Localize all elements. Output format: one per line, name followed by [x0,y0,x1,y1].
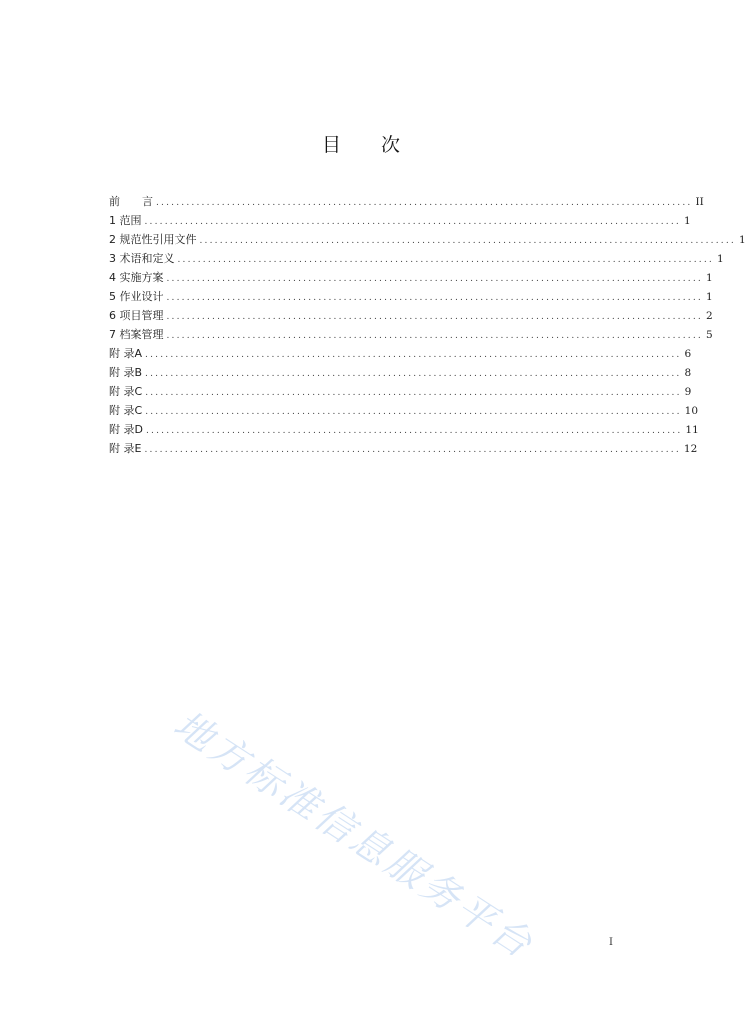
dot-leader: .......................................................................................................... [144,217,681,227]
toc-entry-label: 前 言 [109,195,153,208]
watermark-text: 地方标准信息服务平台 [166,701,543,968]
dot-leader: .......................................................................................................... [166,331,703,341]
toc-entry-page: II [695,196,704,208]
toc-entry-page: 1 [683,215,691,227]
toc-entry-appendix-a[interactable] [109,344,692,363]
dot-leader: .......................................................................................................... [145,407,682,417]
toc-entry-label: 附 录D [109,423,143,436]
toc-entry-label: 5 作业设计 [109,290,164,303]
toc-entry-label: 3 术语和定义 [109,252,175,265]
toc-entry-label: 4 实施方案 [109,271,164,284]
toc-entry-appendix-e[interactable] [109,439,698,458]
dot-leader: .......................................................................................................... [145,350,682,360]
toc-entry-label: 附 录B [109,366,143,379]
toc-entry-archive-management[interactable] [109,325,713,344]
dot-leader: .......................................................................................................... [156,198,693,208]
toc-entry-page: 8 [684,367,692,379]
dot-leader: .......................................................................................................... [166,274,703,284]
toc-entry-page: 12 [683,443,698,455]
toc-entry-page: 9 [684,386,692,398]
toc-entry-page: 1 [716,253,724,265]
toc-entry-page: 6 [684,348,692,360]
page-number: I [609,937,613,948]
title-part-2: 次 [381,134,403,156]
page-title [0,130,724,157]
toc-entry-appendix-c[interactable] [109,382,692,401]
dot-leader: .......................................................................................................... [199,236,736,246]
toc-entry-label: 附 录A [109,347,143,360]
toc-entry-implementation-plan[interactable] [109,268,713,287]
dot-leader: .......................................................................................................... [166,312,703,322]
toc-entry-project-management[interactable] [109,306,713,325]
dot-leader: .......................................................................................................... [166,293,703,303]
toc-entry-preface[interactable] [109,192,704,211]
toc-entry-label: 附 录C [109,385,143,398]
toc-entry-page: 1 [738,234,746,246]
toc-entry-page: 5 [705,329,713,341]
toc-entry-appendix-b[interactable] [109,363,692,382]
toc-entry-page: 2 [705,310,713,322]
toc-entry-label: 6 项目管理 [109,309,164,322]
dot-leader: .......................................................................................................... [145,369,682,379]
toc-entry-appendix-d[interactable] [109,420,699,439]
toc-entry-page: 1 [705,272,713,284]
toc-entry-appendix-c-2[interactable] [109,401,699,420]
toc-entry-label: 7 档案管理 [109,328,164,341]
toc-entry-page: 10 [684,405,699,417]
dot-leader: .......................................................................................................... [177,255,714,265]
dot-leader: .......................................................................................................... [145,426,683,436]
toc-entry-label: 2 规范性引用文件 [109,233,197,246]
toc-entry-page: 11 [685,424,699,436]
toc-entry-scope[interactable] [109,211,691,230]
toc-entry-label: 附 录C [109,404,143,417]
toc-entry-page: 1 [705,291,713,303]
dot-leader: .......................................................................................................... [145,388,682,398]
toc-entry-operation-design[interactable] [109,287,713,306]
dot-leader: .......................................................................................................... [144,445,681,455]
toc-entry-normative-references[interactable] [109,230,746,249]
toc-entry-terms-definitions[interactable] [109,249,724,268]
table-of-contents [109,192,746,458]
toc-entry-label: 附 录E [109,442,142,455]
title-part-1: 目 [321,134,343,156]
toc-entry-label: 1 范围 [109,214,142,227]
